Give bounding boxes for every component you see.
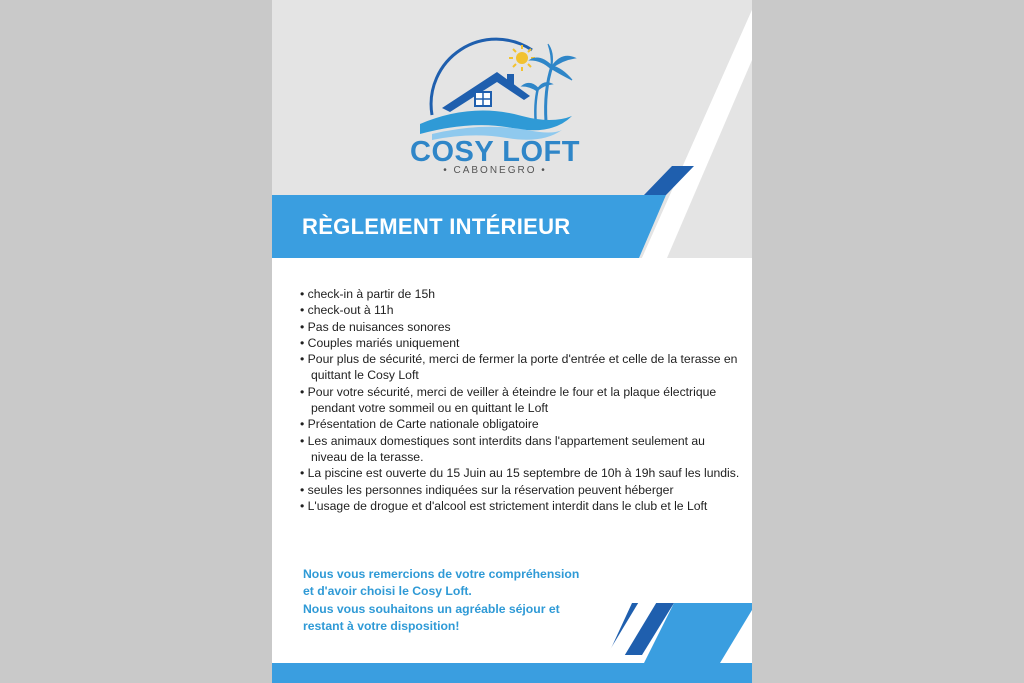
list-item: • Pas de nuisances sonores [300, 319, 740, 335]
list-item: • Présentation de Carte nationale obligatoire [300, 416, 740, 432]
list-item: • check-out à 11h [300, 302, 740, 318]
brand-name: COSY LOFT [410, 136, 580, 168]
list-item: • seules les personnes indiquées sur la réservation peuvent héberger [300, 482, 740, 498]
palm-tree-icon [522, 44, 575, 126]
thanks-line: Nous vous souhaitons un agréable séjour et [303, 601, 560, 616]
footer-banner [272, 663, 752, 683]
page-title: RÈGLEMENT INTÉRIEUR [302, 214, 571, 239]
thank-you-message [303, 566, 643, 636]
thanks-line: restant à votre disposition! [303, 619, 460, 634]
list-item: • La piscine est ouverte du 15 Juin au 15 septembre de 10h à 19h sauf les lundis. [300, 465, 740, 481]
thanks-line: Nous vous remercions de votre compréhension [303, 567, 580, 581]
list-item: • Pour votre sécurité, merci de veiller à éteindre le four et la plaque électrique pendant votre sommeil ou en quittant le Loft [300, 384, 740, 417]
house-icon [442, 72, 530, 112]
list-item: • Pour plus de sécurité, merci de fermer la porte d'entrée et celle de la terasse en quittant le Cosy Loft [300, 351, 740, 384]
list-item: • L'usage de drogue et d'alcool est strictement interdit dans le club et le Loft [300, 498, 740, 514]
list-item: • Couples mariés uniquement [300, 335, 740, 351]
list-item: • Les animaux domestiques sont interdits dans l'appartement seulement au niveau de la terasse. [300, 433, 740, 466]
list-item: • check-in à partir de 15h [300, 286, 740, 302]
brand-subtitle: • CABONEGRO • [443, 165, 547, 176]
thanks-line: et d'avoir choisi le Cosy Loft. [303, 584, 472, 599]
rules-poster [272, 0, 752, 683]
rules-list [300, 286, 740, 514]
